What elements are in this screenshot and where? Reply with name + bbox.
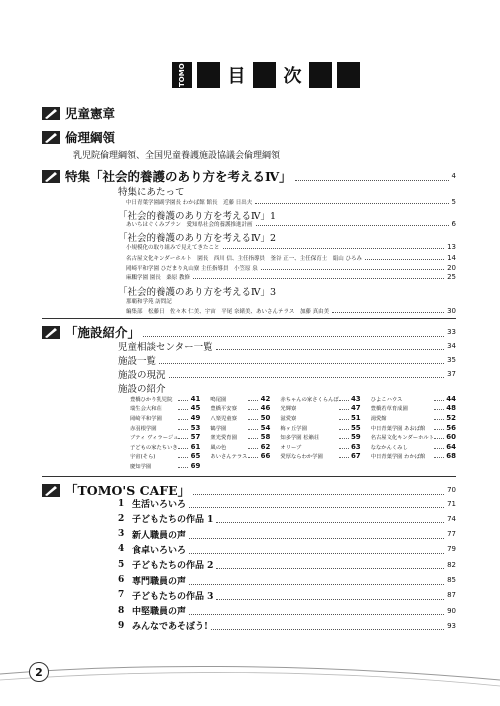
leader-dots [178,464,188,468]
facility-name: 愛厚ならわか学園 [280,454,323,461]
leader-dots [248,416,258,420]
leader-dots [248,435,258,439]
facility-cell[interactable] [130,461,200,471]
item-title: 「社会的養護のあり方を考えるⅣ」3 [118,286,277,298]
facility-name: 八楽児童寮 [210,415,237,422]
page-ref: 33 [447,328,456,336]
facility-cell[interactable] [210,394,270,404]
leader-dots [216,349,444,350]
leader-dots [434,445,444,449]
facility-cell[interactable] [371,423,456,433]
facility-name: ブティ ヴィラージュ [130,435,179,442]
section-title: 倫理綱領 [65,130,116,145]
page-ref: 25 [447,272,456,281]
item-title: 「社会的養護のあり方を考えるⅣ」1 [118,210,277,222]
facility-name: 中日青葉学園 わかば館 [370,454,426,461]
facility-name: 湯愛館 [370,415,387,422]
facility-cell[interactable] [280,442,360,452]
page-ref: 14 [447,253,456,262]
section-title: 「TOMO'S CAFE」 [65,483,191,498]
cafe-entry[interactable] [118,619,456,632]
facility-name: 中日青葉学園 あおば館 [370,425,426,432]
cafe-entry[interactable] [118,558,456,571]
facility-cell[interactable] [280,404,360,414]
facility-cell[interactable] [210,442,270,452]
page-ref: 58 [260,433,271,442]
leader-dots [434,426,444,430]
facility-cell[interactable] [130,442,200,452]
leader-dots [339,445,349,449]
page-ref: 20 [447,263,456,272]
item-title: あいちはぐくみプラン 愛知県社会的養護推進計画 [126,221,253,228]
page-ref: 59 [350,433,361,442]
facility-cell[interactable] [280,394,360,404]
facility-name: 豊橋若草育成園 [370,406,408,413]
page-ref: 4 [451,172,456,180]
page-ref: 79 [447,545,456,554]
leader-dots [339,406,349,410]
leader-dots [178,416,188,420]
facility-name: 赤羽根学園 [130,425,157,432]
leader-dots [189,538,444,539]
page-ref: 49 [190,413,201,422]
leader-dots [193,494,444,495]
page-ref: 45 [190,404,201,413]
page-ref: 77 [447,530,456,539]
leader-dots [261,269,444,270]
facility-name: 鶴学園 [210,425,227,432]
item-number: 2 [118,513,125,524]
author-entry[interactable] [126,242,456,251]
facility-name: 鳴尾園 [210,396,227,403]
facility-cell[interactable] [130,452,200,462]
leader-dots [189,614,444,615]
facility-cell[interactable] [210,413,270,423]
leader-dots [339,426,349,430]
page-ref: 41 [190,394,201,403]
pen-icon [42,326,60,339]
page-ref: 35 [447,355,456,364]
cafe-entry[interactable] [118,604,456,617]
item-number: 4 [118,544,125,555]
facility-name: 風の色 [210,444,227,451]
item-title: 特集にあたって [118,186,185,198]
facility-cell[interactable] [280,413,360,423]
toc-header [172,62,360,88]
page-ref: 57 [190,433,201,442]
item-title: 子どもたちの作品 3 [132,591,214,602]
facility-cell[interactable] [280,423,360,433]
leader-dots [178,406,188,410]
leader-dots [178,445,188,449]
page-ref: 82 [447,560,456,569]
section-title: 特集「社会的養護のあり方を考えるⅣ」 [65,169,292,184]
section-title: 児童憲章 [65,106,116,121]
page-ref: 85 [447,576,456,584]
tomo-badge: TOMO [172,62,192,88]
item-title: 生活いろいろ [132,500,187,510]
header-block [253,62,276,88]
facility-entry[interactable] [118,339,456,352]
cafe-entry[interactable] [118,589,456,602]
facility-cell[interactable] [210,404,270,414]
facility-cell[interactable] [130,432,200,442]
item-title: 麻鵬学園 園長 桑原 教修 [126,274,190,281]
facility-cell[interactable] [210,423,270,433]
facility-cell[interactable] [371,452,456,462]
facility-name: 慶知学園 [130,463,152,470]
item-title: 岡崎平和学園 ひだまり丸山寮 主任指導員 小笠原 泉 [126,265,258,272]
section-cafe[interactable] [42,482,456,498]
cafe-entry[interactable] [118,497,456,510]
leader-dots [434,454,444,458]
leader-dots [365,259,444,260]
cafe-entry[interactable] [118,574,456,587]
page-ref: 54 [260,423,271,432]
leader-dots [248,454,258,458]
cafe-entry[interactable] [118,512,456,525]
page-ref: 66 [260,452,271,461]
leader-dots [178,454,188,458]
leader-dots [248,406,258,410]
author-entry[interactable] [126,296,456,305]
page-ref: 74 [447,514,456,523]
leader-dots [248,426,258,430]
header-block [337,62,360,88]
facility-name: 赤ちゃんの家さくらんぼ [280,396,339,403]
item-number: 6 [118,575,125,585]
leader-dots [178,435,188,439]
leader-dots [339,435,349,439]
leader-dots [434,397,444,401]
section-charter[interactable] [42,105,115,121]
leader-dots [339,454,349,458]
page-ref: 87 [447,591,456,600]
leader-dots [143,336,444,337]
author-entry[interactable] [126,197,456,206]
leader-dots [178,426,188,430]
facility-name: 宇宙(そら) [130,454,156,461]
header-char-1: 目 [227,66,246,87]
facility-name: 豊橋ひかり乳児院 [130,396,173,403]
facility-cell[interactable] [130,423,200,433]
leader-dots [216,522,444,523]
item-title: 名古屋文化キンダーホルト 園長 西川 信、主任指導員 釜谷 正一、主任保育士 絹山 ひろみ [126,255,362,262]
facility-cell[interactable] [210,432,270,442]
leader-dots [216,568,444,569]
item-title: 編集部 松藤日 佐々木 仁美、宇宙 平尾 奈緒美、あいさんテラス 加藤 真由美 [126,308,330,315]
item-title: 子どもたちの作品 1 [132,515,214,526]
facility-cell[interactable] [371,432,456,442]
facility-cell[interactable] [280,452,360,462]
facility-cell[interactable] [130,413,200,423]
cafe-entry[interactable] [118,528,456,541]
page-ref: 51 [350,413,361,422]
page-ref: 53 [190,423,201,432]
leader-dots [211,629,444,630]
page-ref: 61 [190,442,201,451]
footer-decoration [0,660,500,706]
page-ref: 67 [350,452,361,461]
item-title: 中堅職員の声 [132,607,187,618]
facility-name: オリーブ [280,444,302,451]
item-number: 3 [118,529,125,540]
ethics-subtitle: 乳児院倫理綱領、全国児童養護施設協議会倫理綱領 [73,151,281,161]
page-ref: 42 [260,394,271,403]
page-ref: 60 [446,433,456,442]
page-ref: 56 [446,423,456,432]
author-entry[interactable] [126,272,456,281]
facility-cell[interactable] [280,432,360,442]
leader-dots [223,248,445,249]
pen-icon [42,131,60,144]
page-ref: 5 [451,197,456,206]
header-block [197,62,220,88]
section-special[interactable] [42,168,456,184]
leader-dots [248,397,258,401]
item-title: 施設の現況 [118,369,166,381]
pen-icon [42,107,60,120]
page-ref: 64 [446,442,456,451]
leader-dots [339,416,349,420]
section-title: 「施設紹介」 [65,325,141,340]
page-ref: 44 [446,394,456,403]
leader-dots [295,180,449,181]
item-title: 食卓いろいろ [132,545,187,556]
page-ref: 65 [190,452,201,461]
page-ref: 46 [260,404,271,413]
page-ref: 90 [447,606,456,615]
item-title: 施設一覧 [118,355,157,367]
item-number: 9 [118,620,125,631]
page-number: 2 [35,665,43,679]
page-ref: 70 [447,486,456,494]
page-ref: 47 [350,404,361,413]
facility-name: あいさんテラス [210,454,248,461]
leader-dots [248,445,258,449]
page-ref: 30 [447,306,456,315]
section-facility[interactable] [42,324,456,340]
page-ref: 55 [350,423,361,432]
page-ref: 63 [350,442,361,451]
leader-dots [189,553,444,554]
facility-name: ひよこハウス [370,396,403,403]
section-ethics[interactable] [42,129,115,145]
page-ref: 37 [447,369,456,378]
leader-dots [256,225,449,226]
facility-cell[interactable] [371,413,456,423]
item-number: 8 [118,605,125,616]
header-char-2: 次 [283,66,302,87]
leader-dots [189,584,444,585]
leader-dots [159,363,444,364]
facility-entry[interactable] [118,367,456,380]
item-title: 小規模化の取り組みで見えてきたこと [126,244,220,251]
facility-name: 瑞生会大和荘 [130,406,162,413]
page-ref: 71 [447,499,456,508]
facility-cell[interactable] [371,404,456,414]
divider [42,318,456,319]
item-number: 5 [118,559,125,570]
facility-name: 名古屋文化キンダーホルト [370,435,434,442]
facility-name: 梅ヶ丘学園 [280,425,307,432]
item-title: 子どもたちの作品 2 [132,561,214,572]
leader-dots [434,435,444,439]
facility-cell[interactable] [210,452,270,462]
leader-dots [178,397,188,401]
page-ref: 50 [260,413,271,422]
leader-dots [339,397,349,401]
page-ref: 43 [350,394,361,403]
leader-dots [434,406,444,410]
pen-icon [42,484,60,497]
item-title: 「社会的養護のあり方を考えるⅣ」2 [118,232,277,244]
facility-cell[interactable] [130,394,200,404]
facility-grid [130,394,456,471]
page-ref: 68 [446,452,456,461]
facility-name: 滋愛寮 [280,415,297,422]
page-ref: 52 [446,413,456,422]
author-entry[interactable] [126,306,456,315]
leader-dots [169,377,445,378]
item-title: みんなであそぼう! [132,622,208,633]
item-title: 施設の紹介 [118,383,166,395]
item-title: 児童相談センター一覧 [118,341,213,353]
leader-dots [255,203,448,204]
author-entry[interactable] [126,263,456,272]
page-ref: 48 [446,404,456,413]
leader-dots [434,416,444,420]
item-title: 那覇和学苑 訪問記 [126,298,172,305]
page-ref: 69 [190,461,201,470]
item-title: 新人職員の声 [132,530,187,541]
item-number: 1 [118,498,125,509]
header-block [309,62,332,88]
author-entry[interactable] [126,253,456,262]
leader-dots [189,507,444,508]
facility-name: 岡崎平和学園 [130,415,162,422]
page-ref: 62 [260,442,271,451]
facility-name: 光輝寮 [280,406,297,413]
item-title: 専門職員の声 [132,576,187,587]
subsection-entry[interactable] [118,184,456,197]
facility-name: 知多学園 松籟荘 [280,435,320,442]
page-ref: 13 [447,242,456,251]
facility-name: 衆光愛育園 [210,435,237,442]
leader-dots [332,312,444,313]
page-ref: 6 [451,219,456,228]
facility-name: 豊橋平安寮 [210,406,237,413]
facility-name: ななかんくみし [370,444,408,451]
cafe-entry[interactable] [118,543,456,556]
item-number: 7 [118,590,125,601]
facility-cell[interactable] [130,404,200,414]
author-entry[interactable] [126,219,456,228]
page-ref: 34 [447,341,456,350]
leader-dots [193,278,444,279]
leader-dots [216,599,444,600]
facility-entry[interactable] [118,381,456,394]
divider [42,476,456,477]
facility-cell[interactable] [371,442,456,452]
pen-icon [42,170,60,183]
facility-cell[interactable] [371,394,456,404]
page-ref: 93 [447,621,456,630]
item-title: 中日青葉学園副学園長 わかば館 館長 近藤 日出夫 [126,199,253,206]
facility-entry[interactable] [118,353,456,366]
facility-name: 子どもの家たちいき [130,444,178,451]
